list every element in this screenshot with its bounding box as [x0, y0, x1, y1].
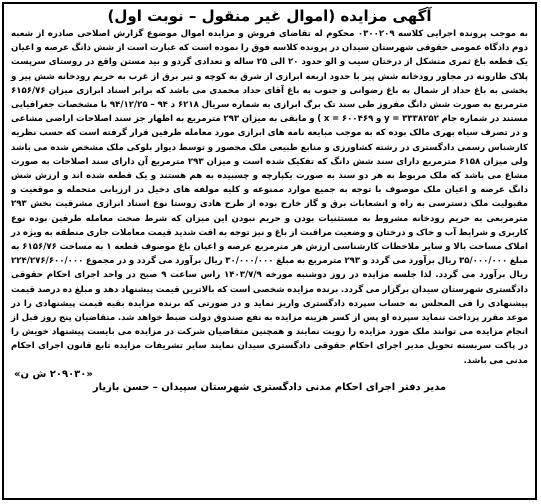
notice-code: «۲۰۹۰۳۰ ش ن» — [14, 368, 93, 380]
notice-title: آگهی مزایده (اموال غیر منقول – نوبت اول) — [107, 7, 432, 25]
notice-signature: مدیر دفتر اجرای احکام مدنی دادگستری شهرستان سپیدان – حسن بازیار — [92, 381, 447, 393]
notice-body: به موجب پرونده اجرایی کلاسه ۰۳۰۰۲۰۹ محکوم له تقاضای فروش و مزایده اموال موضوع گزارش اصلاحی صادره از شعبه دوم دادگاه عمومی حقوقی شهرستان سیدان در پرونده کلاسه فوق را نموده است که عبارت است از شش دانگ عرصه و اعیان یک قطعه باغ ثمری متشکل از درختان سیب و الو حدود ۲۰ الی ۲۵ ساله و تعدادی گردو و بید مستن واقع در روستای سرپست پلاک طارونه در مجاور رودخانه شش پیر با حدود اربعه ابرازی از شرق به کوچه و تیر برق از غرب به حریم رودخانه شش پیر و بخشی به باغ حداد از شمال به باغ رضوانی و جنوب به باغ آقای حداد محمدی می باشد که برابر اسناد ابرازی میزان ۶۱۵۶/۷۶ مترمربع به صورت شش دانگ مفروز طی سند تک برگ ابرازی به شماره سریال ۶۲۱۸ د ۹۴ – ۹۴/۱۲/۲۵ با مشخصات جغرافیایی مستند در شماره جام ۳۳۳۸۲۵۲ = y و ۶۰۰۴۶۹ = x ) و مابقی به میزان ۲۹۳ مترمربع به اظهار جز سند اصلاحات اراضی مشاعی و در تصرف سیاه بهری مالک بوده که به موجب مبایعه نامه های ابرازی مورد معامله طرفین قرار گرفته است که حسب نظریه کارشناس رسمی دادگستری در رشته کشاورزی و منابع طبیعی ملک محصور و توسط دیوار بلوکی ملک مشخص شده می باشد ولی میزان ۶۱۵۸ مترمربع دارای سند شش دانگ که تفکیک شده است و میزان ۲۹۳ مترمربع آن دارای سند اصلاحات به صورت مشاع می باشد که ملک مربوط به هر دو سند به صورت یکپارچه و چسبیده به هم هستند و یک قطعه شده اند و ارزش شش دانگ عرصه و اعیان ملک موصوف با توجه به جمیع موارد ممنوعه و کلیه مولفه های دخیل در ارزیابی متحمله و موقعیت و مقبولیت ملک دسترسی به راه و انشعابات برق و گاز خارج بوده از طرح هادی روستا نوع اسناد ابرازی مشرقیت بخش ۲۹۳ مترمربعی به حریم رودخانه مشروط به مستثنیات بودن و حریم نبودن این میزان که شرط صحت معامله طرفین بوده نوع کاربری و شرایط آب و خاک و درختان و وضعیت مراقبت از باغ و نیز توجه به افت شدید قیمت معاملات جاری منطقه به ویژه در املاک مساحت بالا و سایر ملاحظات کارشناسی ارزش هر مترمربع عرصه و اعیان باغ موصوف قطعه ۱ به مساحت ۶۱۵۶/۷۶ به مبلغ ۳۵/۰۰۰/۰۰۰ ریال برآورد می گردد و ۲۹۳ مترمربع به مبلغ ۳۰/۰۰۰/۰۰۰ ریال برآورد می گردد و در مجموع ۲۲۴/۲۷۶/۶۰۰/۰۰۰ ریال برآورد می گردد. لذا جلسه مزایده در روز دوشنبه مورخه ۱۴۰۳/۷/۹ راس ساعت ۹ صبح در واحد اجرای احکام حقوقی دادگستری شهرستان سیدان برگزار می گردد. برنده مزایده شخصی است که بالاترین قیمت پیشنهاد دهد و مبلغ ده درصد قیمت پیشنهادی را فی المجلس به حساب سپرده دادگستری واریز نماید و در صورتی که برنده مزایده بقیه قیمت پیشنهادی را در موعد مقرر پرداخت ننماید سپرده او پس از کسر هزینه مزایده به نفع صندوق دولت ضبط خواهد شد. متقاضیان پنج روز قبل از انجام مزایده می توانند ملک مورد مزایده را رویت نمایند و همچنین متقاضیان شرکت در مزایده می بایست پیشنهاد خویش را در پاکت سربسته تحویل مدیر اجرای احکام حقوقی دادگستری سیدان نمایند سایر تشریفات مزایده تابع قانون اجرای احکام مدنی می باشد. — [11, 29, 529, 366]
notice-box — [2, 2, 537, 500]
